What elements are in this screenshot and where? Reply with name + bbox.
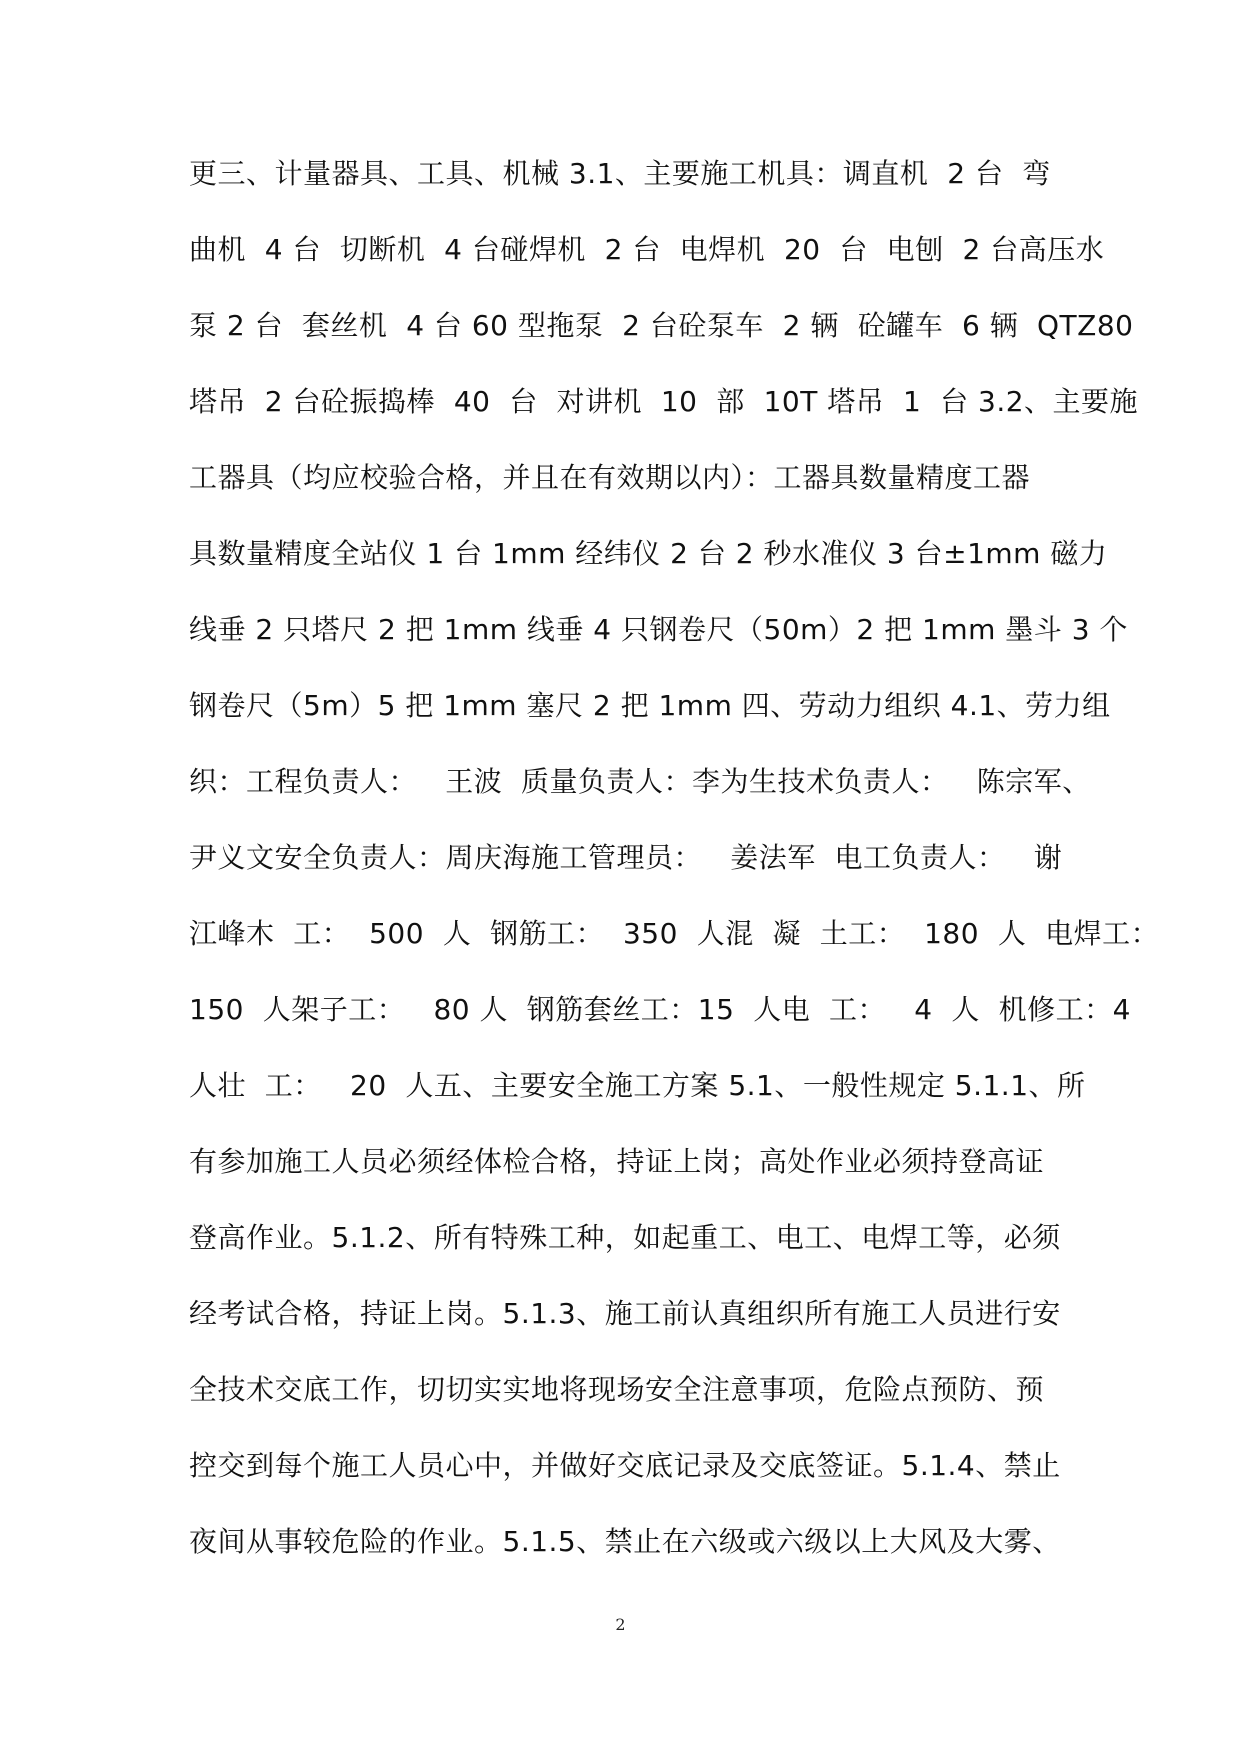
text-line: 全技术交底工作，切切实实地将现场安全注意事项，危险点预防、预 [189,1373,1045,1406]
text-line: 尹义文安全负责人：周庆海施工管理员： 姜法军 电工负责人： 谢 [189,841,1063,874]
text-line: 150 人架子工： 80 人 钢筋套丝工：15 人电 工： 4 人 机修工：4 [189,993,1131,1026]
text-line: 钢卷尺（5m）5 把 1mm 塞尺 2 把 1mm 四、劳动力组织 4.1、劳力组 [189,689,1111,722]
text-line: 泵 2 台 套丝机 4 台 60 型拖泵 2 台砼泵车 2 辆 砼罐车 6 辆 QTZ80 [189,309,1134,342]
text-line: 塔吊 2 台砼振捣棒 40 台 对讲机 10 部 10T 塔吊 1 台 3.2、主要施 [189,385,1139,418]
text-line: 工器具（均应校验合格，并且在有效期以内）：工器具数量精度工器 [189,461,1031,494]
text-line: 登高作业。5.1.2、所有特殊工种，如起重工、电工、电焊工等，必须 [189,1221,1061,1254]
body-text [189,144,1160,1588]
text-line: 控交到每个施工人员心中，并做好交底记录及交底签证。5.1.4、禁止 [189,1449,1061,1482]
text-line: 曲机 4 台 切断机 4 台碰焊机 2 台 电焊机 20 台 电刨 2 台高压水 [189,233,1105,266]
text-line: 经考试合格，持证上岗。5.1.3、施工前认真组织所有施工人员进行安 [189,1297,1061,1330]
text-line: 人壮 工： 20 人五、主要安全施工方案 5.1、一般性规定 5.1.1、所 [189,1069,1086,1102]
text-line: 有参加施工人员必须经体检合格，持证上岗；高处作业必须持登高证 [189,1145,1045,1178]
page-number: 2 [615,1615,626,1634]
text-line: 线垂 2 只塔尺 2 把 1mm 线垂 4 只钢卷尺（50m）2 把 1mm 墨斗 3 个 [189,613,1128,646]
text-line: 江峰木 工： 500 人 钢筋工： 350 人混 凝 土工： 180 人 电焊工： [189,917,1160,950]
text-line: 夜间从事较危险的作业。5.1.5、禁止在六级或六级以上大风及大雾、 [189,1525,1061,1558]
text-line: 具数量精度全站仪 1 台 1mm 经纬仪 2 台 2 秒水准仪 3 台±1mm 磁力 [189,537,1108,570]
text-line: 更三、计量器具、工具、机械 3.1、主要施工机具：调直机 2 台 弯 [189,157,1051,190]
text-line: 织：工程负责人： 王波 质量负责人：李为生技术负责人： 陈宗军、 [189,765,1091,798]
